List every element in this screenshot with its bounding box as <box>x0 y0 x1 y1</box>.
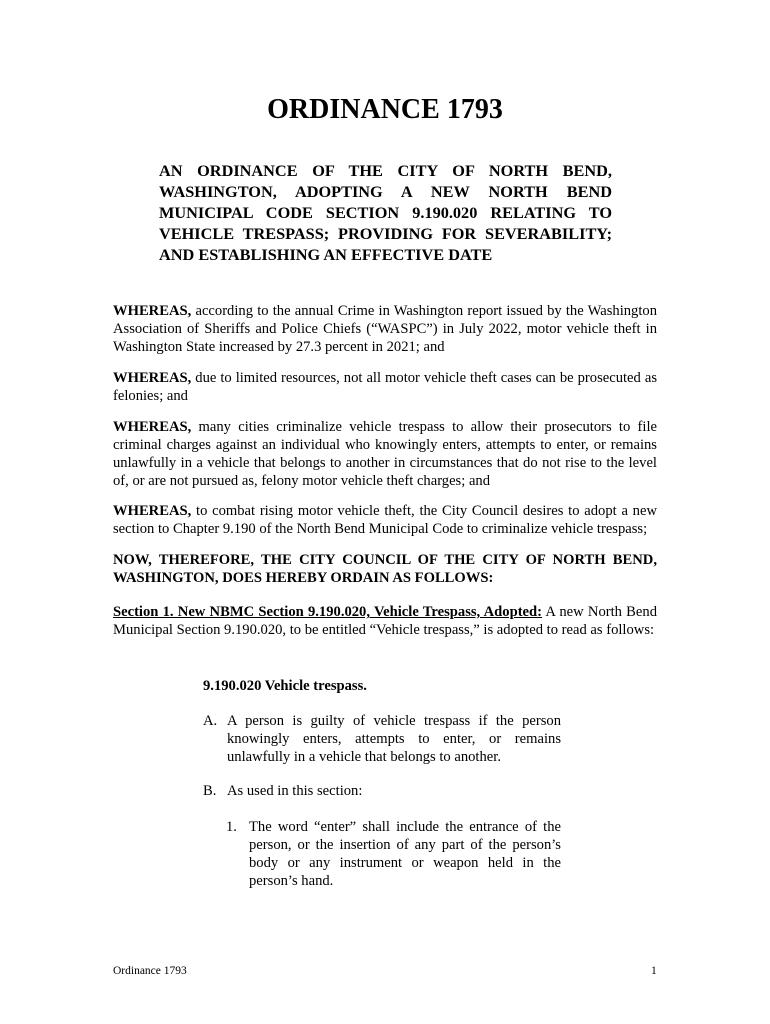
recital-paragraph <box>113 502 657 538</box>
recital-lead: WHEREAS, <box>113 370 192 386</box>
recital-paragraph <box>113 302 657 356</box>
page-number: 1 <box>651 965 657 977</box>
section-1-paragraph <box>113 603 657 639</box>
item-b1-marker: 1. <box>226 819 237 835</box>
recital-paragraph <box>113 418 657 490</box>
code-item-b <box>203 782 561 800</box>
recital-text: many cities criminalize vehicle trespass to allow their prosecutors to file criminal charges against an individual who knowingly enters, attempts to enter, or remains unlawfully in a vehicle that belongs to another in circumstances that do not rise to the level of, or are not pursued as, felony motor vehicle theft charges; and <box>113 419 657 489</box>
item-b-text: As used in this section: <box>227 783 363 799</box>
enacting-clause: NOW, THEREFORE, THE CITY COUNCIL OF THE CITY OF NORTH BEND, WASHINGTON, DOES HEREBY ORDAIN AS FOLLOWS: <box>113 552 657 586</box>
item-a-text: A person is guilty of vehicle trespass if the person knowingly enters, attempts to enter, or remains unlawfully in a vehicle that belongs to another. <box>227 713 561 765</box>
recital-text: to combat rising motor vehicle theft, the City Council desires to adopt a new section to Chapter 9.190 of the North Bend Municipal Code to criminalize vehicle trespass; <box>113 503 657 537</box>
section-1-text: A new North Bend Municipal Section 9.190.020, to be entitled “Vehicle trespass,” is adopted to read as follows: <box>113 604 657 638</box>
footer-document-name: Ordinance 1793 <box>113 965 187 977</box>
recital-lead: WHEREAS, <box>113 419 192 435</box>
code-section-heading: 9.190.020 Vehicle trespass. <box>203 678 367 694</box>
recital-text: due to limited resources, not all motor vehicle theft cases can be prosecuted as felonies; and <box>113 370 657 404</box>
item-b-marker: B. <box>203 783 217 799</box>
code-item-a <box>203 712 561 766</box>
item-a-marker: A. <box>203 713 218 729</box>
code-item-b1 <box>226 818 561 890</box>
recital-lead: WHEREAS, <box>113 303 192 319</box>
item-b1-text: The word “enter” shall include the entrance of the person, or the insertion of any part of the person’s body or any instrument or weapon held in the person’s hand. <box>249 819 561 889</box>
section-1-heading: Section 1. New NBMC Section 9.190.020, Vehicle Trespass, Adopted: <box>113 604 543 620</box>
recital-text: according to the annual Crime in Washington report issued by the Washington Association of Sheriffs and Police Chiefs (“WASPC”) in July 2022, motor vehicle theft in Washington State increased by 27.3 percent in 2021; and <box>113 303 657 355</box>
recital-paragraph <box>113 369 657 405</box>
ordinance-caption: AN ORDINANCE OF THE CITY OF NORTH BEND, WASHINGTON, ADOPTING A NEW NORTH BEND MUNICIPAL CODE SECTION 9.190.020 RELATING TO VEHICLE TRESPASS; PROVIDING FOR SEVERABILITY; AND ESTABLISHING AN EFFECTIVE DATE <box>159 161 612 264</box>
ordinance-title: ORDINANCE 1793 <box>267 94 503 125</box>
recital-lead: WHEREAS, <box>113 503 192 519</box>
